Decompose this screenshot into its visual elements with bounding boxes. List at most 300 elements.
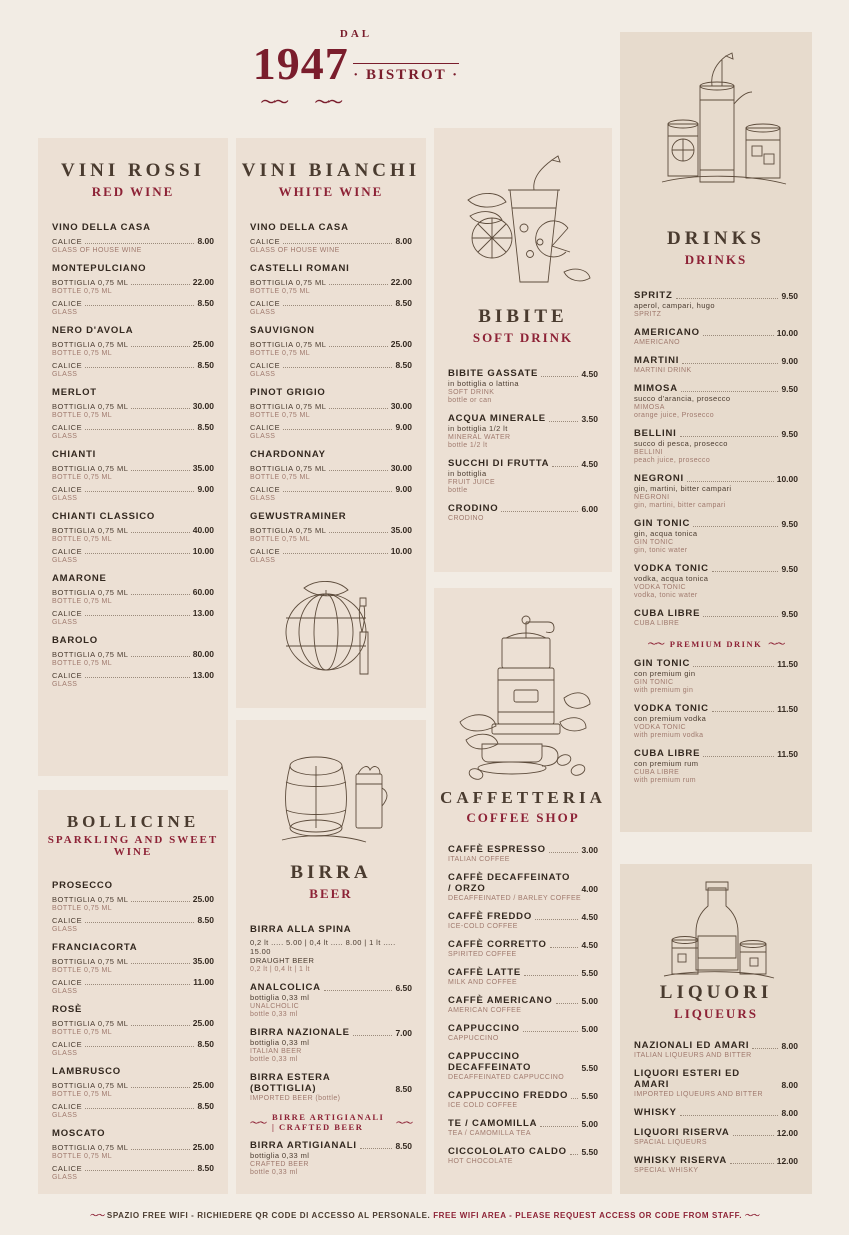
menu-item-name: BIRRA ESTERA (BOTTIGLIA): [250, 1072, 331, 1094]
menu-item-row: [250, 484, 412, 494]
menu-item-translation: BOTTLE 0,75 ML: [52, 1091, 113, 1098]
menu-item-name: BAROLO: [52, 635, 98, 646]
leader-dots: [85, 429, 194, 430]
squiggle-left-icon: 〜〜: [260, 95, 287, 111]
menu-item: [250, 1027, 412, 1063]
menu-item-row: [250, 401, 412, 411]
menu-item-size: CALICE: [250, 299, 281, 308]
list-red-wine: [38, 200, 228, 688]
menu-item-translation: ITALIAN BEER: [250, 1048, 302, 1055]
menu-item-translation: BOTTLE 0,75 ML: [250, 412, 311, 419]
leader-dots: [85, 553, 190, 554]
menu-item: [634, 327, 798, 346]
menu-item: [448, 1090, 598, 1109]
leader-dots: [283, 305, 392, 306]
menu-item-row: [448, 967, 598, 978]
menu-item: [448, 844, 598, 863]
menu-item-detail-it: con premium gin: [634, 669, 696, 678]
menu-item-name: MERLOT: [52, 387, 97, 398]
menu-item-size: BOTTIGLIA 0,75 ML: [52, 402, 129, 411]
menu-item-translation: BOTTLE 0,75 ML: [52, 350, 113, 357]
menu-item-translation: GLASS: [250, 371, 276, 378]
menu-item-size: BOTTIGLIA 0,75 ML: [52, 895, 129, 904]
menu-item-row: [448, 872, 598, 894]
menu-item: [634, 355, 798, 374]
list-sparkling-wine: [38, 858, 228, 1181]
menu-item-price: 30.00: [390, 463, 412, 473]
menu-item: [52, 942, 214, 995]
menu-item-translation: SPRITZ: [634, 311, 662, 318]
section-title-en: LIQUEURS: [674, 1006, 758, 1021]
drinks-divider-label: PREMIUM DRINK: [669, 638, 763, 649]
menu-item: [250, 924, 412, 973]
menu-item-row: [52, 422, 214, 432]
section-title-en: DRINKS: [684, 252, 748, 267]
menu-item-price: 9.50: [781, 609, 798, 619]
menu-item-row: [52, 401, 214, 411]
menu-item-name: LIQUORI RISERVA: [634, 1127, 730, 1138]
drinks-divider: [634, 637, 798, 650]
menu-item-price: 8.00: [395, 236, 412, 246]
menu-item-name: CHIANTI: [52, 449, 97, 460]
menu-item-price: 5.00: [581, 996, 598, 1006]
squiggle-left-icon: 〜〜: [90, 1211, 105, 1220]
menu-item: [52, 222, 214, 254]
menu-item-size: BOTTIGLIA 0,75 ML: [52, 278, 129, 287]
menu-item-name: MARTINI: [634, 355, 680, 366]
menu-item-translation: BOTTLE 0,75 ML: [250, 474, 311, 481]
menu-item-row: [250, 236, 412, 246]
menu-item: [250, 511, 412, 564]
menu-item: [52, 325, 214, 378]
leader-dots: [360, 1148, 393, 1149]
menu-item: [250, 1072, 412, 1102]
beer-illustration: [270, 730, 396, 850]
menu-item-row: [52, 463, 214, 473]
menu-item-size: BOTTIGLIA 0,75 ML: [52, 1143, 129, 1152]
menu-item-translation: HOT CHOCOLATE: [448, 1158, 513, 1165]
menu-item-size: CALICE: [250, 485, 281, 494]
leader-dots: [85, 1170, 194, 1171]
menu-item-detail-en: bottle 1/2 lt: [448, 442, 488, 449]
menu-item-price: 10.00: [192, 546, 214, 556]
menu-item-translation: GLASS OF HOUSE WINE: [250, 247, 340, 254]
menu-item-name: CICCOLOLATO CALDO: [448, 1146, 567, 1157]
menu-item-row: [52, 894, 214, 904]
menu-item-size: CALICE: [52, 485, 83, 494]
menu-item-detail-en: bottle or can: [448, 397, 492, 404]
menu-item: [250, 449, 412, 502]
menu-item-price: 9.00: [197, 484, 214, 494]
menu-item-row: [250, 546, 412, 556]
menu-item-translation: GLASS: [52, 371, 78, 378]
menu-item-detail-it: aperol, campari, hugo: [634, 301, 715, 310]
menu-item: [634, 1155, 798, 1174]
menu-item-name: CUBA LIBRE: [634, 748, 701, 759]
section-title-soft-drink: [434, 306, 612, 346]
menu-item-translation: MARTINI DRINK: [634, 367, 692, 374]
section-title-red-wine: [38, 160, 228, 200]
leader-dots: [283, 243, 392, 244]
menu-item-price: 60.00: [192, 587, 214, 597]
menu-item-row: [634, 1040, 798, 1051]
section-title-it: BIRRA: [290, 862, 372, 883]
menu-item-size: BOTTIGLIA 0,75 ML: [52, 957, 129, 966]
menu-item-size: BOTTIGLIA 0,75 ML: [250, 340, 327, 349]
menu-item-name: BELLINI: [634, 428, 677, 439]
menu-item-name: SPRITZ: [634, 290, 673, 301]
menu-item-name: VODKA TONIC: [634, 703, 709, 714]
menu-item-row: [250, 360, 412, 370]
menu-item-price: 22.00: [192, 277, 214, 287]
menu-item-size: CALICE: [52, 1040, 83, 1049]
menu-item-translation: ICE COLD COFFEE: [448, 1102, 518, 1109]
menu-item-row: [448, 1090, 598, 1101]
menu-item: [634, 1040, 798, 1059]
menu-item-name: VINO DELLA CASA: [52, 222, 151, 233]
menu-item-detail-it: succo d'arancia, prosecco: [634, 394, 731, 403]
leader-dots: [329, 408, 387, 409]
menu-item-translation: GLASS: [52, 1050, 78, 1057]
menu-item: [634, 290, 798, 318]
menu-item-row: [250, 339, 412, 349]
menu-item-price: 5.50: [581, 1091, 598, 1101]
menu-item-name: SAUVIGNON: [250, 325, 315, 336]
menu-item-row: [250, 463, 412, 473]
menu-item-row: [634, 473, 798, 484]
leader-dots: [535, 919, 578, 920]
menu-item-translation: BELLINI: [634, 449, 663, 456]
menu-item-translation: GLASS: [52, 619, 78, 626]
brand-bistrot: · BISTROT ·: [353, 63, 459, 84]
menu-item-translation: GLASS: [250, 433, 276, 440]
menu-item-row: [52, 1101, 214, 1111]
menu-item-size: CALICE: [52, 978, 83, 987]
menu-item-detail-it: in bottiglia 1/2 lt: [448, 424, 508, 433]
menu-item-price: 8.50: [395, 298, 412, 308]
panel-soft-drink: [434, 128, 612, 572]
menu-item-name: CAFFÈ ESPRESSO: [448, 844, 546, 855]
leader-dots: [540, 1126, 578, 1127]
leader-dots: [680, 1115, 779, 1116]
leader-dots: [329, 470, 387, 471]
brand-logo: [246, 28, 466, 111]
menu-item-translation: AMERICANO: [634, 339, 680, 346]
menu-item-price: 8.50: [197, 1163, 214, 1173]
list-beer: [236, 902, 426, 1176]
menu-item-name: ROSÈ: [52, 1004, 83, 1015]
menu-item-price: 11.50: [777, 749, 798, 759]
menu-item-row: [634, 1068, 798, 1090]
menu-item-name: MONTEPULCIANO: [52, 263, 147, 274]
menu-item-detail-it: DRAUGHT BEER: [250, 956, 315, 965]
menu-item-name: GIN TONIC: [634, 658, 691, 669]
menu-item-translation: CAPPUCCINO: [448, 1035, 499, 1042]
menu-item-row: [52, 1142, 214, 1152]
menu-item-size: BOTTIGLIA 0,75 ML: [250, 278, 327, 287]
leader-dots: [131, 1087, 189, 1088]
leader-dots: [570, 1154, 579, 1155]
leader-dots: [712, 571, 779, 572]
section-title-en: WHITE WINE: [278, 184, 384, 199]
menu-item-price: 6.50: [395, 983, 412, 993]
menu-item-price: 8.50: [197, 422, 214, 432]
leader-dots: [283, 367, 392, 368]
menu-item-price: 10.00: [390, 546, 412, 556]
menu-item-price: 10.00: [776, 474, 798, 484]
menu-item-price: 13.00: [192, 670, 214, 680]
squiggle-left-icon: 〜〜: [250, 1117, 267, 1128]
menu-item-row: [634, 355, 798, 366]
menu-item: [634, 658, 798, 694]
menu-item-price: 9.00: [781, 356, 798, 366]
menu-item-price: 9.00: [395, 484, 412, 494]
menu-item-translation: BOTTLE 0,75 ML: [52, 1029, 113, 1036]
leader-dots: [552, 466, 578, 467]
section-title-coffee: [434, 788, 612, 826]
panel-beer: [236, 720, 426, 1194]
menu-item: [634, 703, 798, 739]
menu-item-price: 30.00: [390, 401, 412, 411]
menu-item-row: [634, 383, 798, 394]
menu-item-price: 9.50: [781, 564, 798, 574]
menu-item-detail-it: bottiglia 0,33 ml: [250, 1038, 310, 1047]
menu-item: [52, 1128, 214, 1181]
menu-item-detail-en: peach juice, prosecco: [634, 457, 711, 464]
menu-item-name: CAFFÈ FREDDO: [448, 911, 533, 922]
menu-item-price: 3.50: [581, 414, 598, 424]
menu-item-translation: BOTTLE 0,75 ML: [52, 536, 113, 543]
menu-item-name: CAFFÈ CORRETTO: [448, 939, 547, 950]
menu-item-name: VODKA TONIC: [634, 563, 709, 574]
menu-item: [250, 982, 412, 1018]
menu-item: [52, 511, 214, 564]
menu-item-row: [250, 277, 412, 287]
menu-item: [448, 1146, 598, 1165]
section-title-beer: [236, 862, 426, 902]
menu-item-translation: GLASS: [52, 926, 78, 933]
menu-item-translation: GLASS: [52, 1174, 78, 1181]
menu-item-detail-en: with premium vodka: [634, 732, 704, 739]
menu-item-translation: DECAFFEINATED CAPPUCCINO: [448, 1074, 565, 1081]
menu-item-row: [52, 484, 214, 494]
menu-item: [52, 880, 214, 933]
menu-item-row: [52, 298, 214, 308]
menu-item-name: ACQUA MINERALE: [448, 413, 546, 424]
menu-item-translation: CUBA LIBRE: [634, 769, 680, 776]
menu-item-price: 5.50: [581, 968, 598, 978]
menu-item-translation: NEGRONI: [634, 494, 670, 501]
menu-item-price: 8.00: [781, 1041, 798, 1051]
menu-item-size: CALICE: [52, 916, 83, 925]
menu-item-price: 7.00: [395, 1028, 412, 1038]
leader-dots: [131, 470, 189, 471]
menu-item-translation: GLASS: [52, 309, 78, 316]
menu-item: [52, 1004, 214, 1057]
leader-dots: [329, 532, 387, 533]
menu-item-name: LAMBRUSCO: [52, 1066, 121, 1077]
menu-item-translation: BOTTLE 0,75 ML: [52, 474, 113, 481]
menu-item-row: [52, 546, 214, 556]
menu-item: [448, 939, 598, 958]
menu-item-translation: GIN TONIC: [634, 539, 674, 546]
menu-item-price: 12.00: [776, 1128, 798, 1138]
menu-item-size: BOTTIGLIA 0,75 ML: [250, 402, 327, 411]
menu-item-price: 9.50: [781, 291, 798, 301]
menu-item-name: NAZIONALI ED AMARI: [634, 1040, 750, 1051]
menu-item-translation: MINERAL WATER: [448, 434, 511, 441]
section-title-sparkling: [38, 812, 228, 858]
menu-item: [448, 458, 598, 494]
section-title-it: VINI BIANCHI: [241, 160, 421, 181]
menu-item-detail-en: 0,2 lt | 0,4 lt | 1 lt: [250, 966, 310, 973]
leader-dots: [85, 491, 194, 492]
menu-item-detail-it: con premium vodka: [634, 714, 707, 723]
leader-dots: [541, 376, 578, 377]
menu-item-size: CALICE: [52, 1164, 83, 1173]
menu-item-price: 8.50: [197, 1039, 214, 1049]
menu-item-detail-it: bottiglia 0,33 ml: [250, 1151, 310, 1160]
menu-item-translation: BOTTLE 0,75 ML: [250, 536, 311, 543]
menu-item-detail-it: bottiglia 0,33 ml: [250, 993, 310, 1002]
menu-item-name: GEWUSTRAMINER: [250, 511, 347, 522]
menu-item-row: [52, 525, 214, 535]
menu-item: [52, 635, 214, 688]
menu-item-price: 12.00: [776, 1156, 798, 1166]
leader-dots: [353, 1035, 393, 1036]
menu-item-price: 8.00: [197, 236, 214, 246]
menu-item-size: BOTTIGLIA 0,75 ML: [52, 464, 129, 473]
menu-item-price: 25.00: [390, 339, 412, 349]
menu-item-name: NEGRONI: [634, 473, 684, 484]
brand-year-text: 1947: [252, 38, 349, 89]
squiggle-left-icon: 〜〜: [647, 639, 664, 649]
menu-item-price: 30.00: [192, 401, 214, 411]
list-drinks: [620, 268, 812, 784]
menu-item-price: 4.50: [581, 912, 598, 922]
leader-dots: [85, 615, 190, 616]
menu-item-translation: ICE-COLD COFFEE: [448, 923, 518, 930]
menu-item: [52, 263, 214, 316]
menu-item-row: [634, 703, 798, 714]
menu-item-detail-en: bottle 0,33 ml: [250, 1011, 298, 1018]
menu-item-translation: BOTTLE 0,75 ML: [52, 412, 113, 419]
menu-item-price: 5.50: [581, 1063, 598, 1073]
menu-item-row: [448, 939, 598, 950]
menu-item-translation: DECAFFEINATED / BARLEY COFFEE: [448, 895, 582, 902]
menu-item-size: CALICE: [250, 547, 281, 556]
menu-item-translation: GLASS: [52, 433, 78, 440]
leader-dots: [681, 391, 779, 392]
list-liqueurs: [620, 1022, 812, 1174]
menu-item-row: [448, 911, 598, 922]
leader-dots: [523, 1031, 579, 1032]
menu-item-price: 4.50: [581, 369, 598, 379]
liqueur-bottle-illustration: [654, 876, 782, 986]
menu-item: [448, 368, 598, 404]
menu-item-name: CAFFÈ AMERICANO: [448, 995, 553, 1006]
menu-item-row: [634, 327, 798, 338]
menu-item-price: 8.00: [781, 1080, 798, 1090]
menu-item-translation: UNALCHOLIC: [250, 1003, 300, 1010]
menu-item-detail-en: bottle 0,33 ml: [250, 1169, 298, 1176]
softdrink-illustration: [448, 142, 598, 292]
squiggle-right-icon: 〜〜: [768, 639, 785, 649]
leader-dots: [501, 511, 578, 512]
menu-item: [448, 911, 598, 930]
menu-item: [634, 748, 798, 784]
menu-item-row: [448, 503, 598, 514]
menu-item: [448, 1023, 598, 1042]
menu-item-translation: GLASS OF HOUSE WINE: [52, 247, 142, 254]
menu-item-name: MOSCATO: [52, 1128, 106, 1139]
menu-item-price: 80.00: [192, 649, 214, 659]
menu-item-size: BOTTIGLIA 0,75 ML: [52, 1081, 129, 1090]
menu-item-translation: GIN TONIC: [634, 679, 674, 686]
menu-item-row: [634, 563, 798, 574]
leader-dots: [283, 429, 392, 430]
menu-item-row: [52, 1163, 214, 1173]
menu-item-price: 9.50: [781, 429, 798, 439]
menu-item-price: 11.00: [193, 977, 214, 987]
list-soft-drink: [434, 346, 612, 522]
menu-item-price: 40.00: [192, 525, 214, 535]
menu-item-sizes: 0,2 lt ..... 5.00 | 0,4 lt ..... 8.00 | 1 lt ..... 15.00: [250, 938, 396, 956]
menu-item-name: CHARDONNAY: [250, 449, 326, 460]
menu-item-row: [250, 525, 412, 535]
menu-item-name: CAPPUCCINO FREDDO: [448, 1090, 569, 1101]
menu-item-translation: IMPORTED BEER (bottle): [250, 1095, 341, 1102]
menu-item-translation: GLASS: [52, 988, 78, 995]
menu-item-price: 10.00: [776, 328, 798, 338]
menu-item-translation: BOTTLE 0,75 ML: [250, 288, 311, 295]
menu-item-translation: GLASS: [250, 557, 276, 564]
leader-dots: [682, 363, 778, 364]
leader-dots: [131, 346, 189, 347]
menu-item-row: [448, 368, 598, 379]
beer-divider-label: BIRRE ARTIGIANALI | CRAFTED BEER: [272, 1112, 385, 1132]
section-title-it: VINI ROSSI: [60, 160, 205, 181]
list-white-wine: [236, 200, 426, 564]
menu-item-translation: GLASS: [52, 495, 78, 502]
menu-item-detail-it: vodka, acqua tonica: [634, 574, 709, 583]
menu-item-size: CALICE: [52, 361, 83, 370]
menu-item-translation: GLASS: [52, 557, 78, 564]
leader-dots: [85, 677, 190, 678]
barrel-bottle-illustration: [274, 570, 394, 678]
leader-dots: [524, 975, 578, 976]
menu-item: [250, 1140, 412, 1176]
menu-item-row: [52, 956, 214, 966]
leader-dots: [131, 1025, 189, 1026]
leader-dots: [730, 1163, 774, 1164]
menu-item-translation: BOTTLE 0,75 ML: [250, 350, 311, 357]
menu-item-size: BOTTIGLIA 0,75 ML: [52, 588, 129, 597]
menu-item: [634, 563, 798, 599]
leader-dots: [703, 616, 778, 617]
menu-item-row: [52, 1039, 214, 1049]
menu-item-row: [448, 1023, 598, 1034]
leader-dots: [687, 481, 774, 482]
menu-item-size: BOTTIGLIA 0,75 ML: [52, 340, 129, 349]
menu-item-row: [52, 649, 214, 659]
menu-item-price: 25.00: [192, 894, 214, 904]
leader-dots: [549, 852, 579, 853]
menu-item-name: BIRRA ALLA SPINA: [250, 924, 352, 935]
menu-item-price: 5.00: [581, 1119, 598, 1129]
menu-item-row: [634, 658, 798, 669]
squiggle-right-icon: 〜〜: [744, 1211, 759, 1220]
